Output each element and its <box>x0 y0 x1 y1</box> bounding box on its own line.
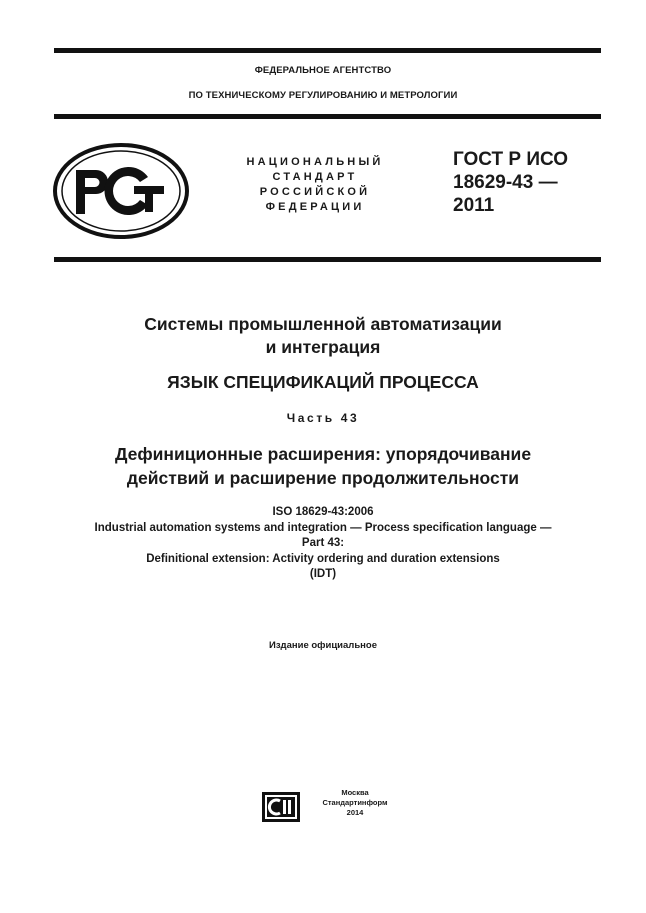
edition-label: Издание официальное <box>269 640 377 651</box>
iso-part: Part 43: <box>301 537 345 549</box>
top-rule <box>54 48 601 53</box>
agency-line-1: ФЕДЕРАЛЬНОЕ АГЕНТСТВО <box>254 65 392 76</box>
middle-rule <box>54 257 601 262</box>
iso-idt: (IDT) <box>309 568 337 580</box>
national-standard-label <box>230 155 400 215</box>
agency-line-2: ПО ТЕХНИЧЕСКОМУ РЕГУЛИРОВАНИЮ И МЕТРОЛОГИИ <box>188 90 458 101</box>
subtitle-line-1: Дефиниционные расширения: упорядочивание <box>114 444 532 464</box>
designation-line: 2011 <box>453 195 495 216</box>
publisher-year: 2014 <box>346 808 364 817</box>
subtitle-line-2: действий и расширение продолжительности <box>126 468 520 488</box>
iso-number: ISO 18629-43:2006 <box>272 506 374 518</box>
publisher-info <box>305 788 405 818</box>
standard-designation <box>453 148 613 217</box>
national-line: СТАНДАРТ <box>272 171 358 183</box>
national-line: НАЦИОНАЛЬНЫЙ <box>246 156 384 168</box>
iso-reference <box>0 505 646 583</box>
part-label: Часть 43 <box>286 411 360 425</box>
iso-part-title: Definitional extension: Activity ordering and duration extensions <box>146 552 500 565</box>
publisher-name: Стандартинформ <box>322 798 388 807</box>
designation-line: ГОСТ Р ИСО <box>453 149 569 170</box>
title-line-1: Системы промышленной автоматизации <box>144 314 502 334</box>
designation-line: 18629-43 — <box>453 172 558 193</box>
publisher-logo <box>262 792 300 822</box>
main-title: ЯЗЫК СПЕЦИФИКАЦИЙ ПРОЦЕССА <box>167 372 479 392</box>
gost-r-logo <box>52 142 190 240</box>
national-line: ФЕДЕРАЦИИ <box>265 201 365 213</box>
national-line: РОССИЙСКОЙ <box>259 186 371 198</box>
iso-title: Industrial automation systems and integration — Process specification language — <box>94 521 552 534</box>
header-rule <box>54 114 601 119</box>
title-line-2: и интеграция <box>265 337 381 357</box>
publisher-city: Москва <box>341 788 369 797</box>
